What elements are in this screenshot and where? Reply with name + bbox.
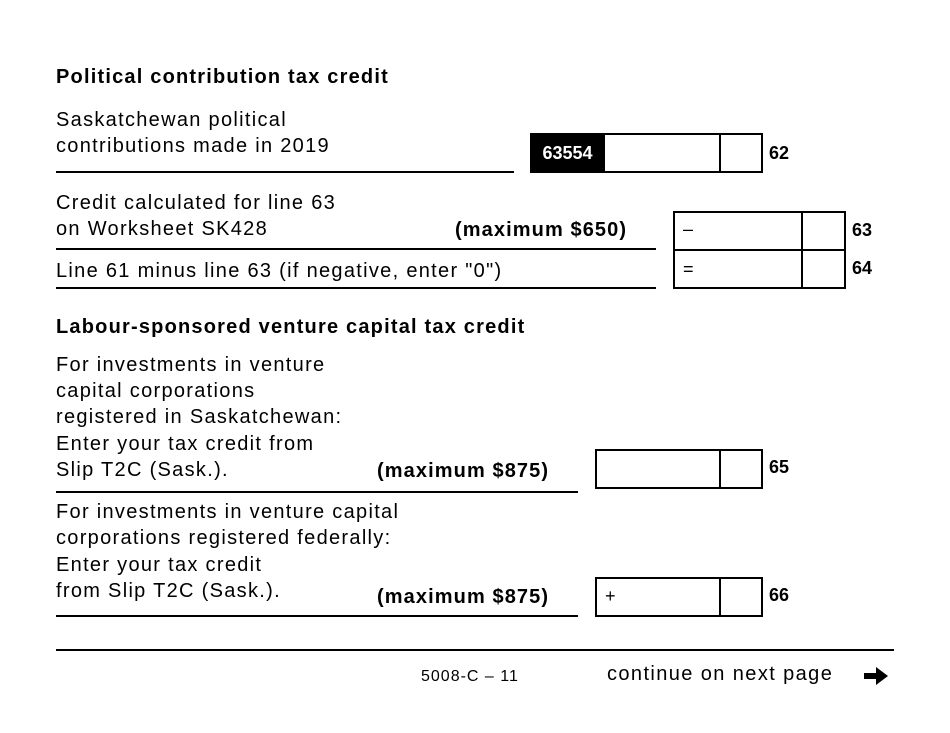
line65-maximum: (maximum $875) xyxy=(377,460,550,482)
line65-cents-input[interactable] xyxy=(719,449,763,489)
line63-maximum: (maximum $650) xyxy=(455,219,628,241)
footer-rule xyxy=(56,649,894,651)
line65-label-3: registered in Saskatchewan: xyxy=(56,406,343,428)
line66-maximum: (maximum $875) xyxy=(377,586,550,608)
line65-label-2: capital corporations xyxy=(56,380,256,402)
line62-rule xyxy=(56,171,514,173)
line65-label-5: Slip T2C (Sask.). xyxy=(56,459,229,481)
line62-cents-input[interactable] xyxy=(719,133,763,173)
line66-cents-input[interactable] xyxy=(719,577,763,617)
line66-plus-sign: + xyxy=(605,586,616,606)
line63-rule xyxy=(56,248,656,250)
line65-label-4: Enter your tax credit from xyxy=(56,433,315,455)
line64-number: 64 xyxy=(852,258,873,278)
line64-equals-sign: = xyxy=(683,259,694,279)
line65-number: 65 xyxy=(769,457,790,477)
line66-rule xyxy=(56,615,578,617)
line64-rule xyxy=(56,287,656,289)
line63-label-2: on Worksheet SK428 xyxy=(56,218,269,240)
line62-label-2: contributions made in 2019 xyxy=(56,135,330,157)
political-heading: Political contribution tax credit xyxy=(56,66,389,88)
line66-label-2: corporations registered federally: xyxy=(56,527,392,549)
labour-heading: Labour-sponsored venture capital tax credit xyxy=(56,316,526,338)
line65-rule xyxy=(56,491,578,493)
line65-label-1: For investments in venture xyxy=(56,354,326,376)
line66-label-4: from Slip T2C (Sask.). xyxy=(56,580,281,602)
line62-amount-input[interactable] xyxy=(603,133,721,173)
line63-number: 63 xyxy=(852,220,873,240)
arrow-right-icon xyxy=(862,664,890,688)
line63-cents-input[interactable] xyxy=(801,211,846,251)
line62-code: 63554 xyxy=(530,133,605,173)
line66-label-3: Enter your tax credit xyxy=(56,554,263,576)
line64-cents-input[interactable] xyxy=(801,249,846,289)
line63-label-1: Credit calculated for line 63 xyxy=(56,192,337,214)
line65-amount-input[interactable] xyxy=(595,449,721,489)
line66-number: 66 xyxy=(769,585,790,605)
line62-number: 62 xyxy=(769,143,790,163)
line66-label-1: For investments in venture capital xyxy=(56,501,400,523)
line62-label-1: Saskatchewan political xyxy=(56,109,287,131)
continue-next-page: continue on next page xyxy=(607,663,834,685)
line64-label: Line 61 minus line 63 (if negative, enter "0") xyxy=(56,260,503,282)
form-page-number: 5008-C – 11 xyxy=(421,668,519,685)
line63-minus-sign: – xyxy=(683,219,694,239)
